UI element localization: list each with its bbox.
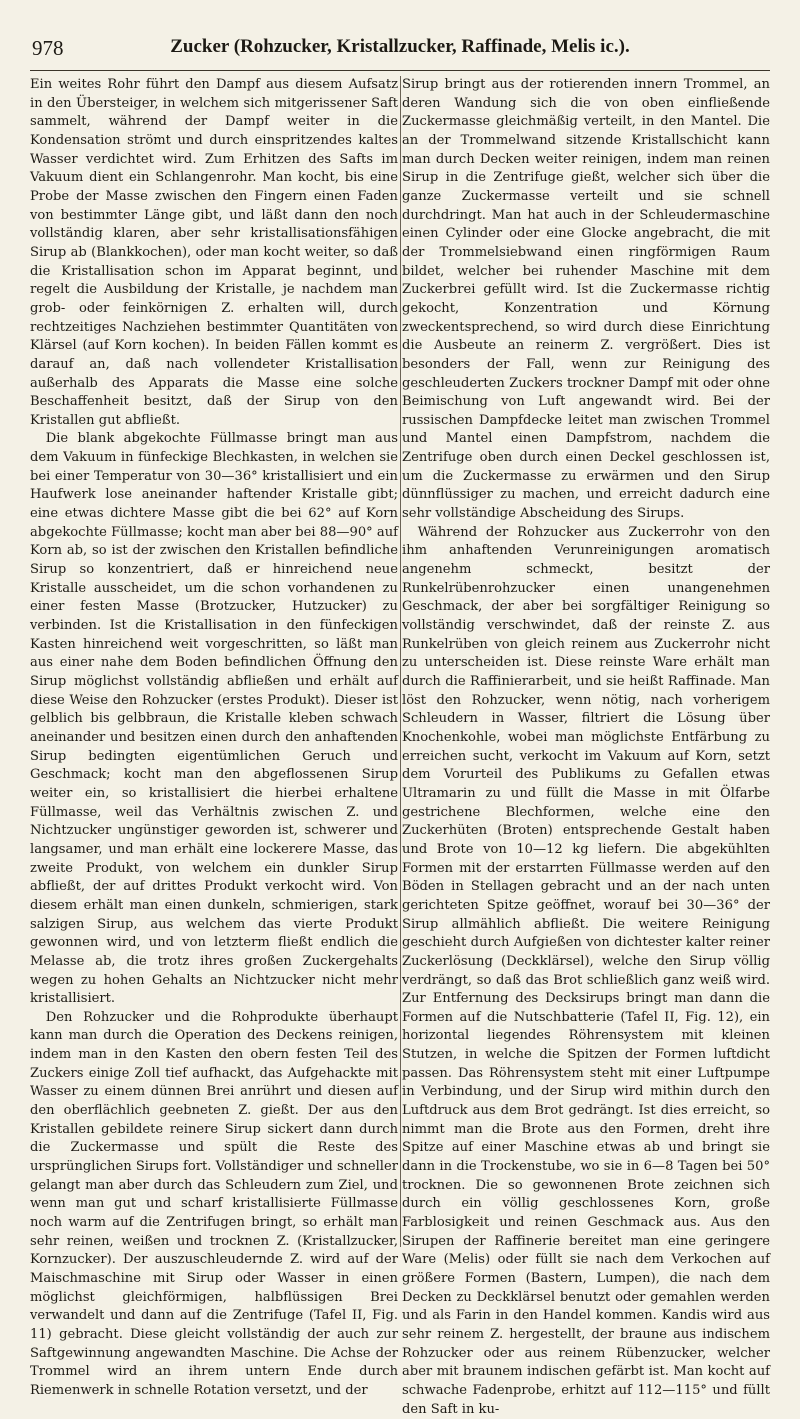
page-header	[32, 36, 768, 68]
paragraph: Sirup bringt aus der rotierenden innern Trommel, an deren Wandung sich die von oben einfließende Zuckermasse gleichmäßig verteilt, in den Mantel. Die an der Trommelwand sitzende Kristallschicht kann man durch Decken weiter reinigen, indem man reinen Sirup in die Zentrifuge gießt, welcher sich über die ganze Zuckermasse verteilt und sie schnell durchdringt. Man hat auch in der Schleudermaschine einen Cylinder oder eine Glocke angebracht, die mit der Trommelsiebwand einen ringförmigen Raum bildet, welcher bei ruhender Maschine mit dem Zuckerbrei gefüllt wird. Ist die Zuckermasse richtig gekocht, Konzentration und Körnung zweckentsprechend, so wird durch diese Einrichtung die Ausbeute an reinerm Z. vergrößert. Dies ist besonders der Fall, wenn zur Reinigung des geschleuderten Zuckers trockner Dampf mit oder ohne Beimischung von Luft angewandt wird. Bei der russischen Dampfdecke leitet man zwischen Trommel und Mantel einen Dampfstrom, nachdem die Zentrifuge oben durch einen Deckel geschlossen ist, um die Zuckermasse zu erwärmen und den Sirup dünnflüssiger zu machen, und erreicht dadurch eine sehr vollständige Abscheidung des Sirups.	[402, 77, 770, 522]
text-columns	[30, 76, 770, 1417]
header-rule	[30, 70, 770, 71]
paragraph: Die blank abgekochte Füllmasse bringt man aus dem Vakuum in fünfeckige Blechkasten, in welchen sie bei einer Temperatur von 30—36° kristallisiert und ein Haufwerk lose aneinander haftender Kristalle gibt; eine etwas dichtere Masse gibt die bei 62° auf Korn abgekochte Füllmasse; kocht man aber bei 88—90° auf Korn ab, so ist der zwischen den Kristallen befindliche Sirup so konzentriert, daß er hinreichend neue Kristalle ausscheidet, um die schon vorhandenen zu einer festen Masse (Brotzucker, Hutzucker) zu verbinden. Ist die Kristallisation in den fünfeckigen Kasten hinreichend weit vorgeschritten, so läßt man aus einer nahe dem Boden befindlichen Öffnung den Sirup möglichst vollständig abfließen und erhält auf diese Weise den Rohzucker (erstes Produkt). Dieser ist gelblich bis gelbbraun, die Kristalle kleben schwach aneinander und besitzen einen durch den anhaftenden Sirup bedingten eigentümlichen Geruch und Geschmack; kocht man den abgeflossenen Sirup weiter ein, so kristallisiert die hierbei erhaltene Füllmasse, weil das Verhältnis zwischen Z. und Nichtzucker ungünstiger geworden ist, schwerer und langsamer, und man erhält eine lockerere Masse, das zweite Produkt, von welchem ein dunkler Sirup abfließt, der auf drittes Produkt verkocht wird. Von diesem erhält man einen dunkeln, schmierigen, stark salzigen Sirup, aus welchem das vierte Produkt gewonnen wird, und von letzterm fließt endlich die Melasse ab, die trotz ihres großen Zuckergehalts wegen zu hohen Gehalts an Nichtzucker nicht mehr kristallisiert.	[30, 431, 398, 1007]
column-divider	[400, 76, 401, 1247]
paragraph: Den Rohzucker und die Rohprodukte überhaupt kann man durch die Operation des Deckens reinigen, indem man in den Kasten den obern festen Teil des Zuckers einige Zoll tief aufhackt, das Aufgehackte mit Wasser zu einem dünnen Brei anrührt und diesen auf den oberflächlich geebneten Z. gießt. Der aus den Kristallen gebildete reinere Sirup sickert dann durch die Zuckermasse und spült die Reste des ursprünglichen Sirups fort. Vollständiger und schneller gelangt man aber durch das Schleudern zum Ziel, und wenn man gut und scharf kristallisierte Füllmasse noch warm auf die Zentrifugen bringt, so erhält man sehr reinen, weißen und trocknen Z. (Kristallzucker, Kornzucker). Der auszuschleudernde Z. wird auf der Maischmaschine mit Sirup oder Wasser in einen möglichst gleichförmigen, halbflüssigen Brei verwandelt und dann auf die Zentrifuge (Tafel II, Fig. 11) gebracht. Diese gleicht vollständig der auch zur Saftgewinnung angewandten Maschine. Die Achse der Trommel wird an ihrem untern Ende durch Riemenwerk in schnelle Rotation versetzt, und der	[30, 1009, 398, 1398]
right-column	[402, 76, 770, 1417]
left-column	[30, 76, 398, 1398]
paragraph: Während der Rohzucker aus Zuckerrohr von den ihm anhaftenden Verunreinigungen aromatisch angenehm schmeckt, besitzt der Runkelrübenrohzucker einen unangenehmen Geschmack, der aber bei sorgfältiger Reinigung so vollständig verschwindet, daß der reinste Z. aus Runkelrüben von gleich reinem aus Zuckerrohr nicht zu unterscheiden ist. Diese reinste Ware erhält man durch die Raffinierarbeit, und sie heißt Raffinade. Man löst den Rohzucker, wenn nötig, nach vorherigem Schleudern in Wasser, filtriert die Lösung über Knochenkohle, wobei man möglichste Entfärbung zu erreichen sucht, verkocht im Vakuum auf Korn, setzt dem Vorurteil des Publikums zu Gefallen etwas Ultramarin zu und füllt die Masse in mit Ölfarbe gestrichene Blechformen, welche eine den Zuckerhüten (Broten) entsprechende Gestalt haben und Brote von 10—12 kg liefern. Die abgekühlten Formen mit der erstarrten Füllmasse werden auf den Böden in Stellagen gebracht und an der nach unten gerichteten Spitze geöffnet, worauf bei 30—36° der Sirup allmählich abfließt. Die weitere Reinigung geschieht durch Aufgießen von dichtester kalter reiner Zuckerlösung (Deckklärsel), welche den Sirup völlig verdrängt, so daß das Brot schließlich ganz weiß wird. Zur Entfernung des Decksirups bringt man dann die Formen auf die Nutschbatterie (Tafel II, Fig. 12), ein horizontal liegendes Röhrensystem mit kleinen Stutzen, in welche die Spitzen der Formen luftdicht passen. Das Röhrensystem steht mit einer Luftpumpe in Verbindung, und der Sirup wird mithin durch den Luftdruck aus dem Brot gedrängt. Ist dies erreicht, so nimmt man die Brote aus den Formen, dreht ihre Spitze auf einer Maschine etwas ab und bringt sie dann in die Trockenstube, wo sie in 6—8 Tagen bei 50° trocknen. Die so gewonnenen Brote zeichnen sich durch ein völlig geschlossenes Korn, große Farblosigkeit und reinen Geschmack aus. Aus den Sirupen der Raffinerie bereitet man eine geringere Ware (Melis) oder füllt sie nach dem Verkochen auf größere Formen (Bastern, Lumpen), die nach dem Decken zu Deckklärsel benutzt oder gemahlen werden und als Farin in den Handel kommen. Kandis wird aus sehr reinem Z. hergestellt, der braune aus indischem Rohzucker oder aus reinem Rübenzucker, welcher aber mit braunem indischen gefärbt ist. Man kocht auf schwache Fadenprobe, erhitzt auf 112—115° und füllt den Saft in ku-	[402, 524, 770, 1417]
running-title: Zucker (Rohzucker, Kristallzucker, Raffinade, Melis ic.).	[170, 36, 630, 57]
paragraph: Ein weites Rohr führt den Dampf aus diesem Aufsatz in den Übersteiger, in welchem sich mitgerissener Saft sammelt, während der Dampf weiter in die Kondensation strömt und durch einspritzendes kaltes Wasser verdichtet wird. Zum Erhitzen des Safts im Vakuum dient ein Schlangenrohr. Man kocht, bis eine Probe der Masse zwischen den Fingern einen Faden von bestimmter Länge gibt, und läßt dann den noch vollständig klaren, aber sehr kristallisationsfähigen Sirup ab (Blankkochen), oder man kocht weiter, so daß die Kristallisation schon im Apparat beginnt, und regelt die Ausbildung der Kristalle, je nachdem man grob- oder feinkörnigen Z. erhalten will, durch rechtzeitiges Nachziehen bestimmter Quantitäten von Klärsel (auf Korn kochen). In beiden Fällen kommt es darauf an, daß nach vollendeter Kristallisation außerhalb des Apparats die Masse eine solche Beschaffenheit besitzt, daß der Sirup von den Kristallen gut abfließt.	[30, 77, 398, 428]
page-number: 978	[32, 36, 64, 60]
